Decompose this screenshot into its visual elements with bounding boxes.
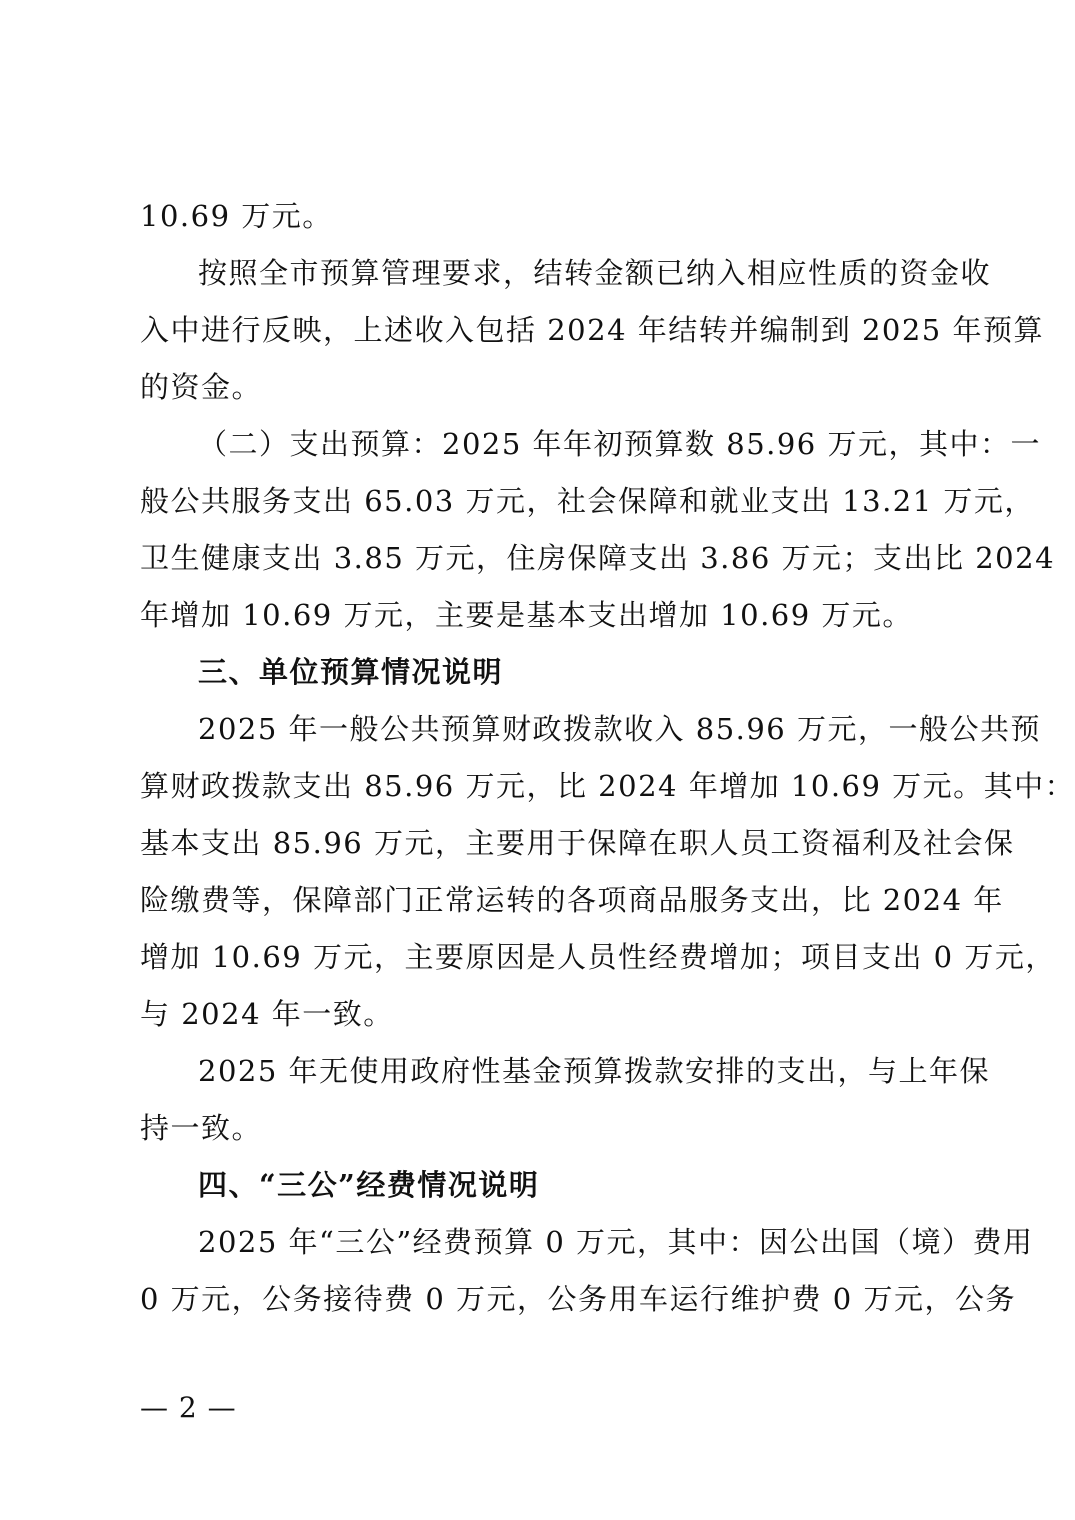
text-line-2: 按照全市预算管理要求，结转金额已纳入相应性质的资金收 [198,256,992,290]
body-text [140,188,1075,1328]
text-line-5: （二）支出预算：2025 年年初预算数 85.96 万元，其中：一 [198,427,1041,461]
text-line-4: 的资金。 [140,370,263,404]
text-line-15: 与 2024 年一致。 [140,997,394,1031]
text-line-6: 般公共服务支出 65.03 万元，社会保障和就业支出 13.21 万元， [140,484,1035,518]
text-line-14: 增加 10.69 万元，主要原因是人员性经费增加；项目支出 0 万元， [140,940,1056,974]
text-line-20: 0 万元，公务接待费 0 万元，公务用车运行维护费 0 万元，公务 [140,1282,1016,1316]
text-line-17: 持一致。 [140,1111,263,1145]
section-heading-4: 四、“三公”经费情况说明 [198,1168,540,1202]
text-line-13: 险缴费等，保障部门正常运转的各项商品服务支出，比 2024 年 [140,883,1004,917]
text-line-3: 入中进行反映，上述收入包括 2024 年结转并编制到 2025 年预算 [140,313,1044,347]
text-line-19: 2025 年“三公”经费预算 0 万元，其中：因公出国（境）费用 [198,1225,1034,1259]
text-line-11: 算财政拨款支出 85.96 万元，比 2024 年增加 10.69 万元。其中： [140,769,1075,803]
section-heading-3: 三、单位预算情况说明 [198,655,504,689]
text-line-1: 10.69 万元。 [140,199,333,233]
text-line-16: 2025 年无使用政府性基金预算拨款安排的支出，与上年保 [198,1054,991,1088]
text-line-10: 2025 年一般公共预算财政拨款收入 85.96 万元，一般公共预 [198,712,1041,746]
text-line-7: 卫生健康支出 3.85 万元，住房保障支出 3.86 万元；支出比 2024 [140,541,1056,575]
text-line-8: 年增加 10.69 万元，主要是基本支出增加 10.69 万元。 [140,598,913,632]
page-number: — 2 — [140,1391,237,1424]
text-line-12: 基本支出 85.96 万元，主要用于保障在职人员工资福利及社会保 [140,826,1015,860]
